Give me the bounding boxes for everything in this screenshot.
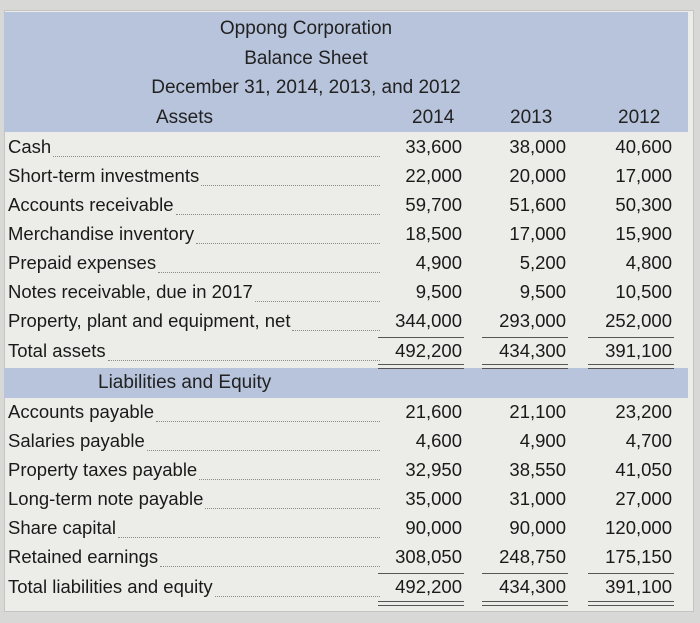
liability-row-4-value-2012: 120,000 <box>605 517 672 538</box>
liability-row-3-label: Long-term note payable <box>8 488 204 509</box>
liability-row-2-label: Property taxes payable <box>8 459 198 480</box>
liability-row-1-label: Salaries payable <box>8 430 145 451</box>
total-assets-row-label: Total assets <box>8 340 106 361</box>
asset-row-0-value-2012: 40,600 <box>615 136 672 157</box>
liability-row-5-leader <box>160 566 380 567</box>
asset-row-0-label: Cash <box>8 136 52 157</box>
sum-rule-total-assets-row-2 <box>588 337 674 338</box>
year-2013-header: 2013 <box>510 107 553 128</box>
asset-row-4-value-2012: 4,800 <box>625 252 672 273</box>
liability-row-0-value-2014: 21,600 <box>405 401 462 422</box>
liability-row-5-value-2014: 308,050 <box>395 546 462 567</box>
liability-row-4-value-2014: 90,000 <box>405 517 462 538</box>
asset-row-4-leader <box>158 272 380 273</box>
asset-row-6-value-2012: 252,000 <box>605 310 672 331</box>
double-rule-total-liabilities-2 <box>588 601 674 606</box>
asset-row-6-value-2013: 293,000 <box>499 310 566 331</box>
company-name: Oppong Corporation <box>219 18 393 39</box>
liability-row-1-value-2012: 4,700 <box>625 430 672 451</box>
sum-rule-total-assets-row-0 <box>378 337 464 338</box>
statement-title: Balance Sheet <box>244 48 368 69</box>
asset-row-4-value-2013: 5,200 <box>519 252 566 273</box>
liability-row-1-leader <box>147 450 380 451</box>
asset-row-1-value-2012: 17,000 <box>615 165 672 186</box>
asset-row-0-leader <box>53 156 380 157</box>
statement-dates: December 31, 2014, 2013, and 2012 <box>151 77 461 98</box>
year-2012-header: 2012 <box>618 107 661 128</box>
total-assets-row-value-2014: 492,200 <box>395 340 462 361</box>
liability-row-3-value-2013: 31,000 <box>509 488 566 509</box>
sum-rule-total-liabilities-row-1 <box>482 573 568 574</box>
asset-row-3-value-2013: 17,000 <box>509 223 566 244</box>
total-assets-row-leader <box>108 360 380 361</box>
liability-row-0-leader <box>156 421 380 422</box>
liability-row-1-value-2014: 4,600 <box>415 430 462 451</box>
total-assets-row-value-2013: 434,300 <box>499 340 566 361</box>
total-liabilities-row-value-2014: 492,200 <box>395 576 462 597</box>
sum-rule-total-liabilities-row-0 <box>378 573 464 574</box>
asset-row-1-value-2014: 22,000 <box>405 165 462 186</box>
liability-row-2-value-2012: 41,050 <box>615 459 672 480</box>
asset-row-0-value-2013: 38,000 <box>509 136 566 157</box>
liability-row-3-value-2012: 27,000 <box>615 488 672 509</box>
asset-row-2-value-2012: 50,300 <box>615 194 672 215</box>
asset-row-1-leader <box>201 185 380 186</box>
liability-row-4-label: Share capital <box>8 517 116 538</box>
total-liabilities-row-value-2013: 434,300 <box>499 576 566 597</box>
asset-row-2-label: Accounts receivable <box>8 194 174 215</box>
liabilities-equity-heading: Liabilities and Equity <box>98 372 272 393</box>
liability-row-5-value-2013: 248,750 <box>499 546 566 567</box>
asset-row-4-label: Prepaid expenses <box>8 252 157 273</box>
asset-row-5-label: Notes receivable, due in 2017 <box>8 281 253 302</box>
double-rule-total-assets-2 <box>588 364 674 369</box>
asset-row-2-value-2014: 59,700 <box>405 194 462 215</box>
liability-row-4-value-2013: 90,000 <box>509 517 566 538</box>
asset-row-6-label: Property, plant and equipment, net <box>8 310 291 331</box>
year-2014-header: 2014 <box>412 107 455 128</box>
liability-row-0-value-2013: 21,100 <box>509 401 566 422</box>
asset-row-2-value-2013: 51,600 <box>509 194 566 215</box>
sum-rule-total-assets-row-1 <box>482 337 568 338</box>
liability-row-3-value-2014: 35,000 <box>405 488 462 509</box>
total-liabilities-row-label: Total liabilities and equity <box>8 576 213 597</box>
asset-row-1-value-2013: 20,000 <box>509 165 566 186</box>
liability-row-1-value-2013: 4,900 <box>519 430 566 451</box>
total-liabilities-row-value-2012: 391,100 <box>605 576 672 597</box>
asset-row-6-value-2014: 344,000 <box>395 310 462 331</box>
asset-row-4-value-2014: 4,900 <box>415 252 462 273</box>
sum-rule-total-liabilities-row-2 <box>588 573 674 574</box>
liability-row-2-value-2013: 38,550 <box>509 459 566 480</box>
asset-row-3-value-2014: 18,500 <box>405 223 462 244</box>
asset-row-3-value-2012: 15,900 <box>615 223 672 244</box>
asset-row-3-leader <box>196 243 380 244</box>
asset-row-0-value-2014: 33,600 <box>405 136 462 157</box>
total-assets-row-value-2012: 391,100 <box>605 340 672 361</box>
double-rule-total-assets-1 <box>482 364 568 369</box>
asset-row-1-label: Short-term investments <box>8 165 200 186</box>
liability-row-0-value-2012: 23,200 <box>615 401 672 422</box>
asset-row-3-label: Merchandise inventory <box>8 223 195 244</box>
double-rule-total-liabilities-1 <box>482 601 568 606</box>
double-rule-total-liabilities-0 <box>378 601 464 606</box>
liability-row-5-label: Retained earnings <box>8 546 159 567</box>
total-liabilities-row-leader <box>215 596 380 597</box>
liability-row-2-value-2014: 32,950 <box>405 459 462 480</box>
liability-row-3-leader <box>205 508 380 509</box>
liability-row-5-value-2012: 175,150 <box>605 546 672 567</box>
asset-row-2-leader <box>176 214 380 215</box>
asset-row-5-value-2013: 9,500 <box>519 281 566 302</box>
liability-row-4-leader <box>118 537 380 538</box>
asset-row-5-value-2014: 9,500 <box>415 281 462 302</box>
liability-row-0-label: Accounts payable <box>8 401 155 422</box>
asset-row-5-value-2012: 10,500 <box>615 281 672 302</box>
liability-row-2-leader <box>199 479 380 480</box>
double-rule-total-assets-0 <box>378 364 464 369</box>
assets-heading: Assets <box>156 107 214 128</box>
